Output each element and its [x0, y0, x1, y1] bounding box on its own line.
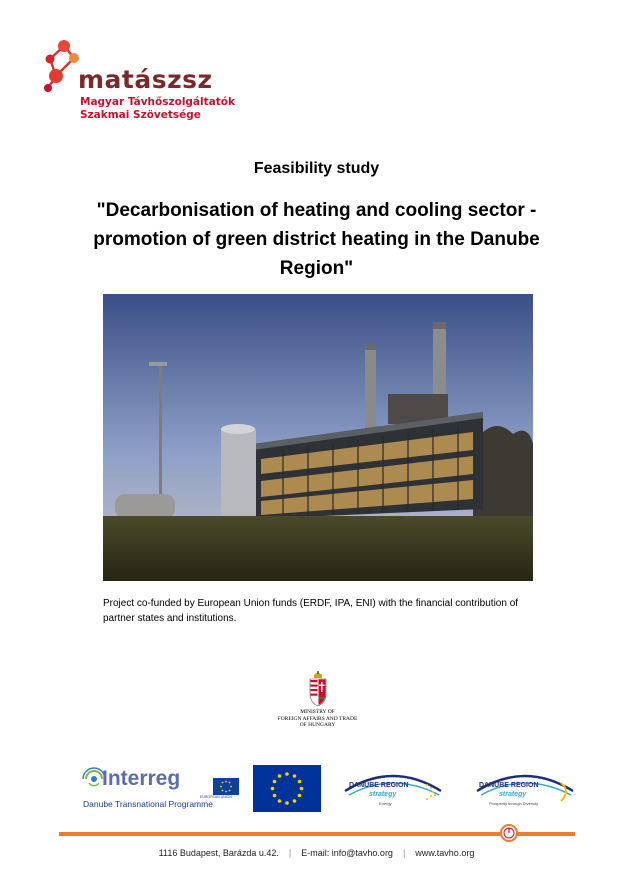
- danube-region-strategy-1: strategy: [369, 791, 397, 798]
- ministry-name: [255, 709, 380, 729]
- danube-region-name-2: DANUBE REGION: [479, 782, 539, 789]
- danube-region-strategy-logo-energy: [343, 767, 443, 813]
- brand-name: matászsz: [78, 65, 213, 94]
- danube-arc-icon: [475, 767, 575, 813]
- danube-region-strategy-logo-diversity: [475, 767, 575, 813]
- eu-flag-small-icon: [213, 778, 239, 795]
- interreg-programme: Danube Transnational Programme: [83, 799, 213, 809]
- footer-separator: |: [402, 848, 406, 858]
- footer-address: 1116 Budapest, Barázda u.42.: [158, 848, 279, 858]
- brand-subtitle-line2: Szakmai Szövetsége: [80, 109, 201, 121]
- eu-flag-icon: [253, 765, 321, 812]
- danube-region-tag-2: Prosperity through Diversity: [489, 801, 539, 806]
- footer-email[interactable]: E-mail: info@tavho.org: [301, 848, 393, 858]
- funding-note: Project co-funded by European Union funds (ERDF, IPA, ENI) with the financial contribution of partner states and institutions.: [103, 598, 519, 624]
- document-title: "Decarbonisation of heating and cooling sector - promotion of green district heating in the Danube Region": [93, 200, 540, 279]
- ministry-line3: OF HUNGARY: [299, 722, 336, 728]
- footer-separator: |: [288, 848, 292, 858]
- danube-arc-icon: [343, 767, 443, 813]
- danube-region-name-1: DANUBE REGION: [349, 782, 409, 789]
- ministry-line2: FOREIGN AFFAIRS AND TRADE: [277, 715, 358, 722]
- brand-subtitle-line1: Magyar Távhőszolgáltatók: [80, 96, 235, 108]
- footer-divider: [59, 832, 575, 836]
- ministry-line1: MINISTRY OF: [300, 709, 335, 715]
- document-type: Feasibility study: [253, 160, 380, 177]
- footer-gauge-icon: [499, 823, 519, 843]
- interreg-wordmark: Interreg: [102, 767, 181, 790]
- footer-website[interactable]: www.tavho.org: [415, 848, 475, 858]
- danube-region-strategy-2: strategy: [499, 791, 527, 798]
- district-heating-plant-photo-icon: [103, 294, 533, 581]
- hungarian-coat-of-arms-icon: [306, 671, 330, 707]
- footer-contact: [0, 848, 633, 858]
- danube-region-tag-1: Energy: [379, 801, 392, 806]
- interreg-flag-caption: EUROPEAN UNION: [200, 795, 232, 799]
